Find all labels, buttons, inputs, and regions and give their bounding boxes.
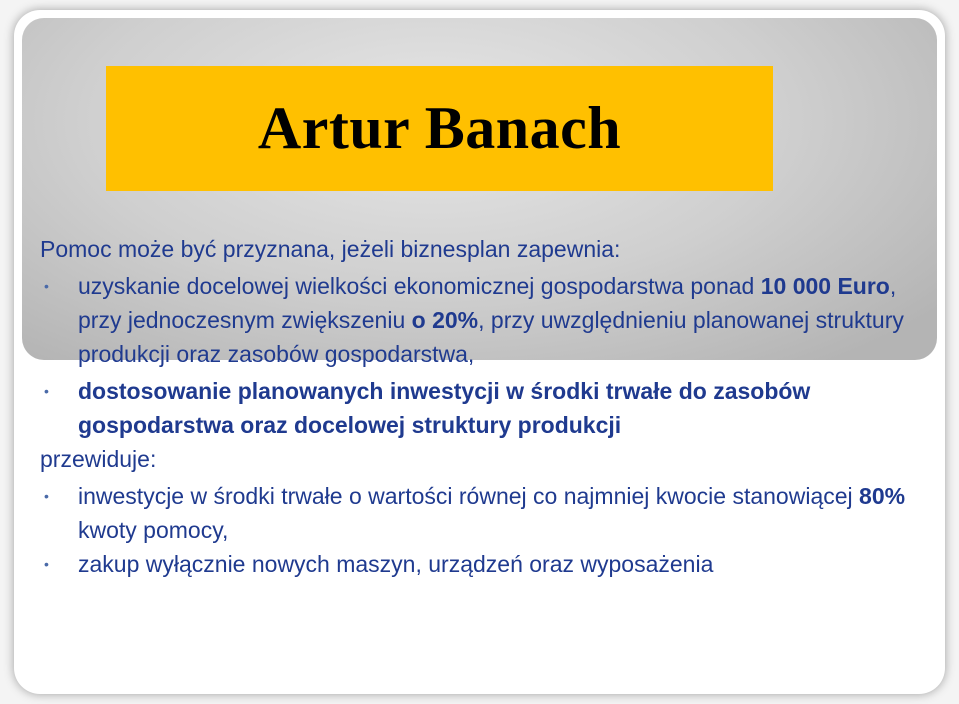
bullet-text: , przy jednoczesnym zwiększeniu bbox=[78, 273, 897, 333]
bullet-text-bold: 10 000 Euro bbox=[760, 273, 890, 299]
bullet-text: uzyskanie docelowej wielkości ekonomicznej gospodarstwa ponad bbox=[78, 273, 761, 299]
bullet-text: zakup wyłącznie nowych maszyn, urządzeń oraz wyposażenia bbox=[78, 551, 714, 577]
title-box bbox=[106, 66, 773, 191]
bullet-dot-icon: • bbox=[44, 488, 49, 504]
bullet-text-bold: 80% bbox=[859, 483, 906, 509]
bullet-item bbox=[40, 479, 910, 547]
slide-content bbox=[40, 232, 910, 581]
bullet-item bbox=[40, 547, 910, 581]
bullet-item bbox=[40, 374, 910, 442]
bullet-dot-icon: • bbox=[44, 556, 49, 572]
subhead-text: przewiduje: bbox=[40, 446, 157, 472]
bullet-dot-icon: • bbox=[44, 278, 49, 294]
bullet-text-bold: dostosowanie planowanych inwestycji w środki trwałe do zasobów gospodarstwa oraz docelowej struktury produkcji bbox=[78, 378, 811, 438]
bullet-text-bold: o 20% bbox=[411, 307, 479, 333]
slide-title: Artur Banach bbox=[257, 95, 622, 161]
bullet-dot-icon: • bbox=[44, 383, 49, 399]
intro-text: Pomoc może być przyznana, jeżeli biznesplan zapewnia: bbox=[40, 236, 621, 262]
bullet-text: kwoty pomocy, bbox=[78, 517, 229, 543]
bullet-text: inwestycje w środki trwałe o wartości równej co najmniej kwocie stanowiącej bbox=[78, 483, 860, 509]
bullet-item bbox=[40, 269, 910, 371]
bullet-text: , przy uwzględnieniu planowanej struktury produkcji oraz zasobów gospodarstwa, bbox=[78, 307, 904, 367]
